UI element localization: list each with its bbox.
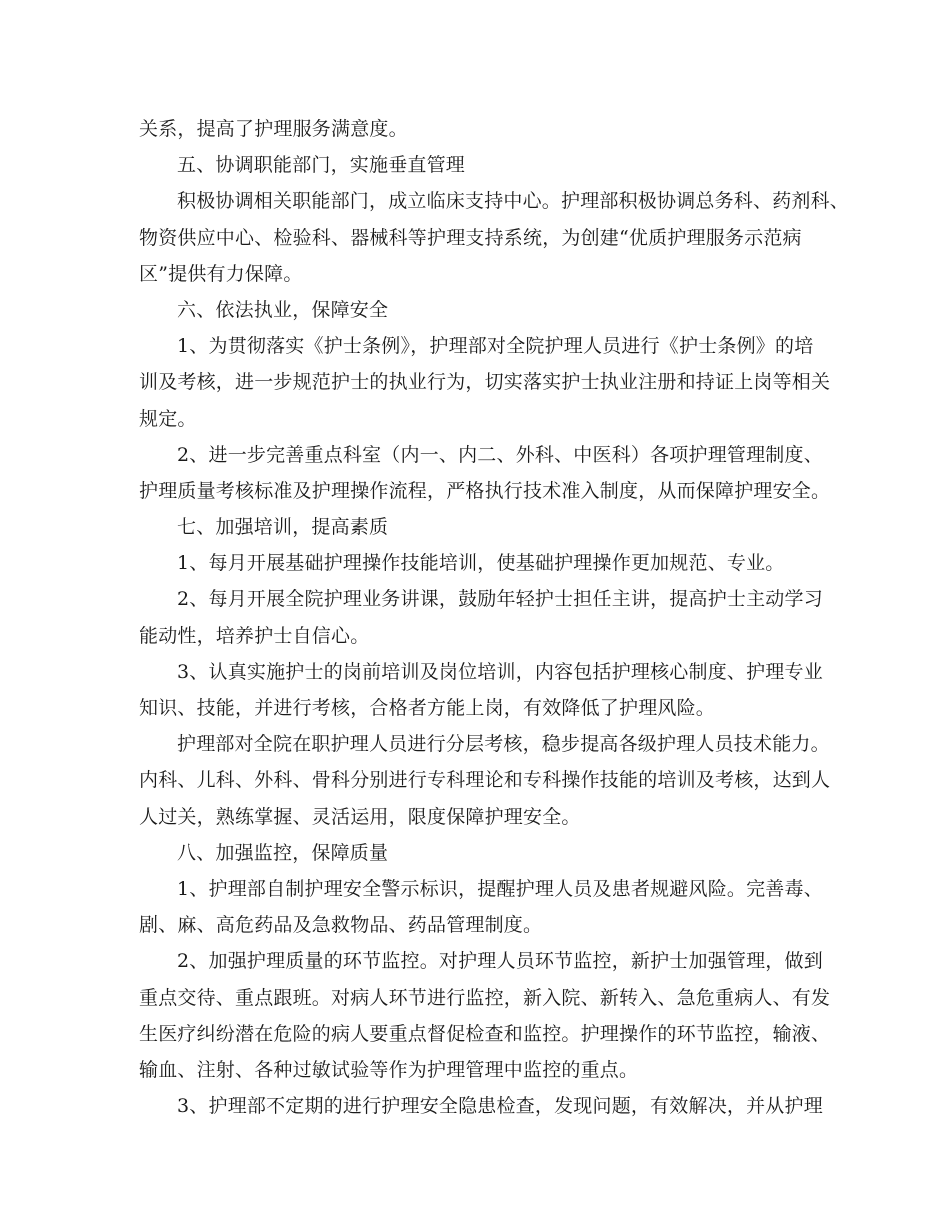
text-line: 五、协调职能部门，实施垂直管理	[177, 154, 466, 177]
text-line: 物资供应中心、检验科、器械科等护理支持系统，为创建“优质护理服务示范病	[139, 226, 802, 249]
text-line: 2、加强护理质量的环节监控。对护理人员环节监控，新护士加强管理，做到	[177, 950, 823, 973]
text-line: 区”提供有力保障。	[139, 262, 303, 285]
text-line: 七、加强培训，提高素质	[177, 516, 389, 539]
text-line: 1、护理部自制护理安全警示标识，提醒护理人员及患者规避风险。完善毒、	[177, 877, 823, 900]
text-line: 2、每月开展全院护理业务讲课，鼓励年轻护士担任主讲，提高护士主动学习	[177, 588, 823, 611]
text-line: 剧、麻、高危药品及急救物品、药品管理制度。	[139, 914, 543, 937]
text-line: 知识、技能，并进行考核，合格者方能上岗，有效降低了护理风险。	[139, 697, 716, 719]
text-line: 生医疗纠纷潜在危险的病人要重点督促检查和监控。护理操作的环节监控，输液、	[139, 1022, 831, 1045]
text-line: 重点交待、重点跟班。对病人环节进行监控，新入院、新转入、急危重病人、有发	[139, 986, 831, 1009]
text-line: 护理部对全院在职护理人员进行分层考核，稳步提高各级护理人员技术能力。	[177, 733, 830, 756]
text-line: 训及考核，进一步规范护士的执业行为，切实落实护士执业注册和持证上岗等相关	[139, 371, 831, 394]
text-line: 规定。	[139, 407, 197, 430]
text-line: 输血、注射、各种过敏试验等作为护理管理中监控的重点。	[139, 1058, 639, 1081]
text-line: 六、依法执业，保障安全	[177, 298, 389, 321]
text-line: 2、进一步完善重点科室（内一、内二、外科、中医科）各项护理管理制度、	[177, 443, 823, 466]
text-line: 能动性，培养护士自信心。	[139, 624, 370, 647]
text-line: 积极协调相关职能部门，成立临床支持中心。护理部积极协调总务科、药剂科、	[177, 190, 850, 213]
text-line: 3、护理部不定期的进行护理安全隐患检查，发现问题，有效解决，并从护理	[177, 1095, 823, 1118]
text-line: 人过关，熟练掌握、灵活运用，限度保障护理安全。	[139, 805, 581, 828]
text-line: 1、为贯彻落实《护士条例》，护理部对全院护理人员进行《护士条例》的培	[177, 335, 814, 358]
document-page	[139, 111, 850, 1124]
text-line: 八、加强监控，保障质量	[177, 841, 389, 864]
text-line: 1、每月开展基础护理操作技能培训，使基础护理操作更加规范、专业。	[177, 552, 785, 575]
text-line: 关系，提高了护理服务满意度。	[139, 118, 408, 140]
text-line: 3、认真实施护士的岗前培训及岗位培训，内容包括护理核心制度、护理专业	[177, 660, 823, 683]
text-line: 护理质量考核标准及护理操作流程，严格执行技术准入制度，从而保障护理安全。	[139, 479, 831, 502]
text-line: 内科、儿科、外科、骨科分别进行专科理论和专科操作技能的培训及考核，达到人	[139, 769, 831, 792]
